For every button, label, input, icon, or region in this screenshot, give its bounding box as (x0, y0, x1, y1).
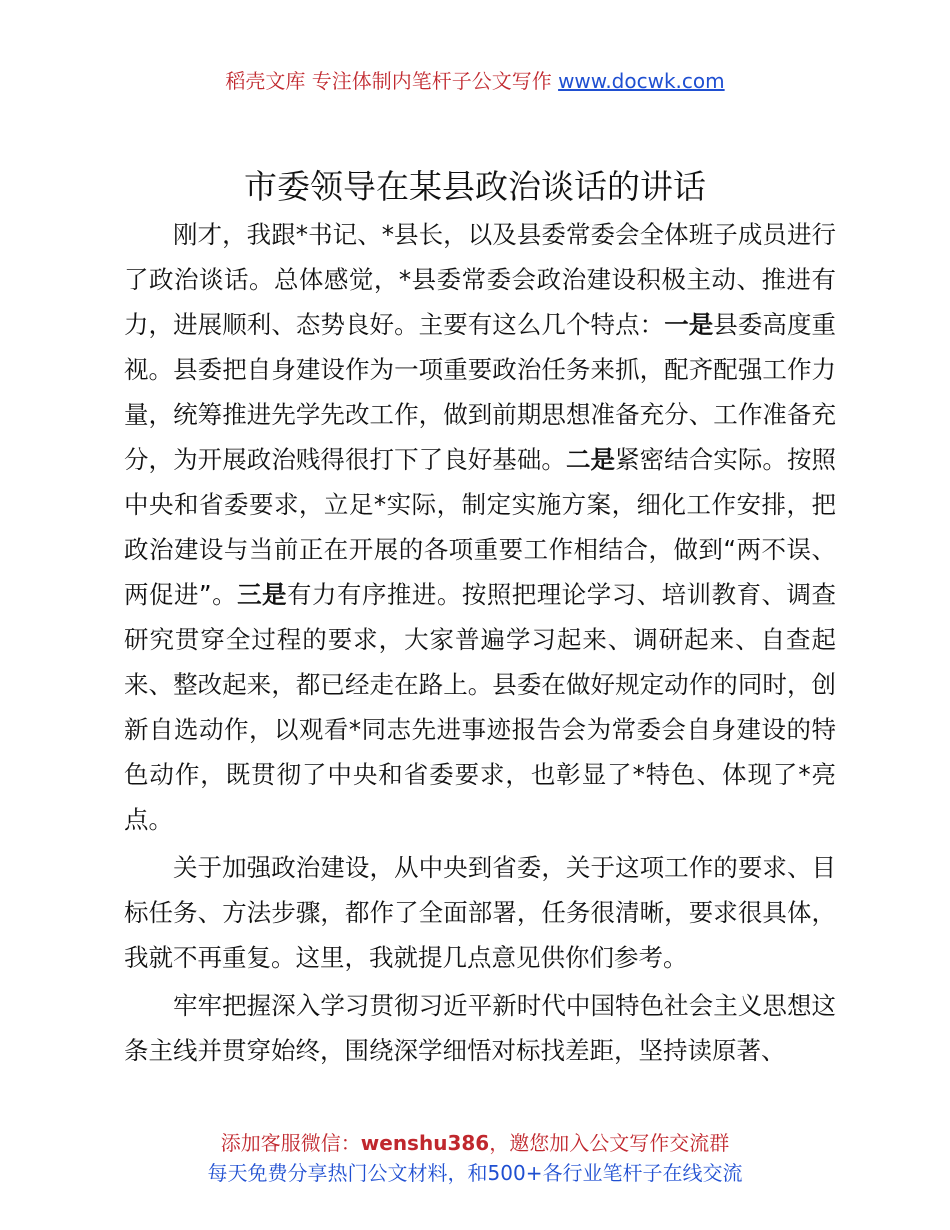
site-header (0, 66, 950, 96)
site-slogan: 稻壳文库 专注体制内笔杆子公文写作 (225, 69, 559, 93)
site-url-link[interactable]: www.docwk.com (558, 69, 725, 93)
promo-footer (0, 1128, 950, 1188)
paragraph-3: 牢牢把握深入学习贯彻习近平新时代中国特色社会主义思想这条主线并贯穿始终，围绕深学细悟对标找差距，坚持读原著、 (124, 991, 836, 1065)
point-3-label: 三是 (237, 580, 288, 609)
promo-line-1 (0, 1128, 950, 1158)
point-1-label: 一是 (664, 310, 714, 339)
paragraph-2: 关于加强政治建设，从中央到省委，关于这项工作的要求、目标任务、方法步骤，都作了全面部署，任务很清晰，要求很具体，我就不再重复。这里，我就提几点意见供你们参考。 (124, 853, 836, 972)
document-body (124, 212, 836, 1076)
point-2-text: 紧密结合实际。按照中央和省委要求，立足*实际，制定实施方案，细化工作安排，把政治建设与当前正在开展的各项重要工作相结合，做到“两不误、两促进”。 (124, 445, 837, 609)
promo-line-2: 每天免费分享热门公文材料，和500+各行业笔杆子在线交流 (207, 1161, 743, 1185)
wechat-prefix: 添加客服微信： (220, 1131, 361, 1155)
wechat-suffix: ，邀您加入公文写作交流群 (489, 1131, 730, 1155)
point-2-label: 二是 (565, 445, 616, 474)
point-1-text: 县委高度重视。县委把自身建设作为一项重要政治任务来抓，配齐配强工作力量，统筹推进先学先改工作，做到前期思想准备充分、工作准备充分，为开展政治贱得很打下了良好基础。 (124, 310, 837, 474)
paragraph-1 (124, 212, 836, 842)
point-3-text: 有力有序推进。按照把理论学习、培训教育、调查研究贯穿全过程的要求，大家普遍学习起来、调研起来、自查起来、整改起来，都已经走在路上。县委在做好规定动作的同时，创新自选动作，以观看*同志先进事迹报告会为常委会自身建设的特色动作，既贯彻了中央和省委要求，也彰显了*特色、体现了*亮点。 (124, 580, 837, 834)
wechat-id: wenshu386 (360, 1131, 490, 1155)
document-title: 市委领导在某县政治谈话的讲话 (244, 167, 706, 206)
paragraph-1-intro: 刚才，我跟*书记、*县长，以及县委常委会全体班子成员进行了政治谈话。总体感觉，*县委常委会政治建设积极主动、推进有力，进展顺利、态势良好。主要有这么几个特点： (124, 220, 836, 339)
